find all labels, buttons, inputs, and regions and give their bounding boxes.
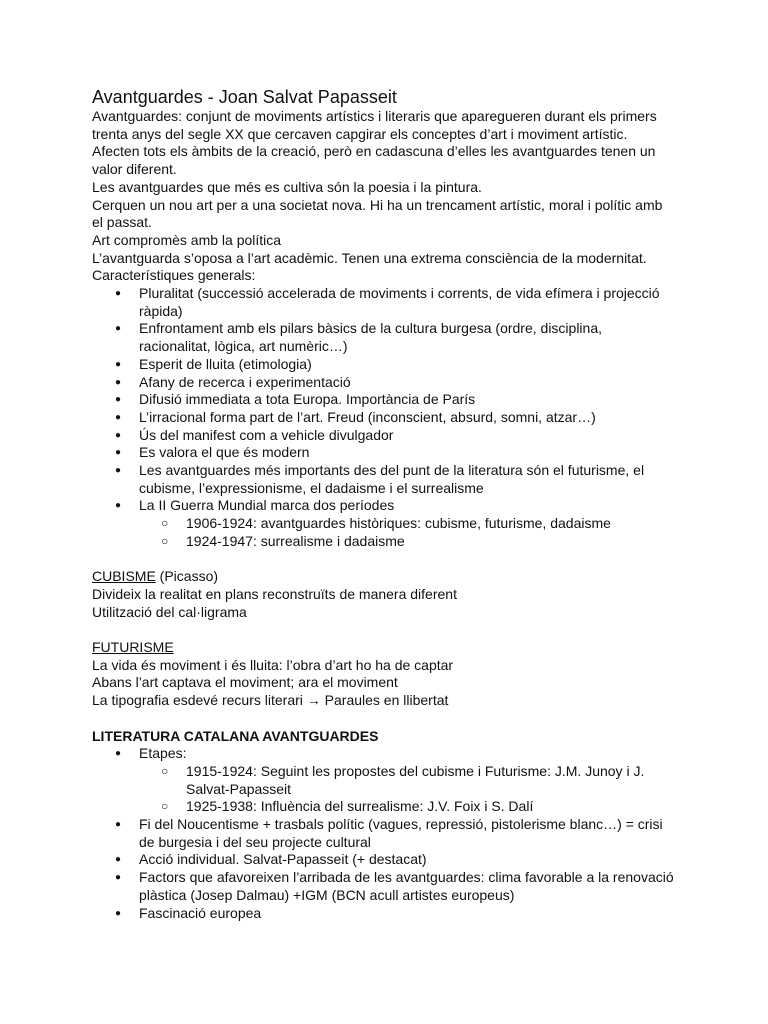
list-item: ● Acció individual. Salvat-Papasseit (+ destacat) xyxy=(92,851,676,869)
catalana-items-list xyxy=(92,816,676,922)
catalana-etapes-list xyxy=(92,745,676,763)
list-item: ○ 1924-1947: surrealisme i dadaisme xyxy=(92,533,676,551)
list-item: ● Difusió immediata a tota Europa. Importància de París xyxy=(92,391,676,409)
list-item: ● Esperit de lluita (etimologia) xyxy=(92,356,676,374)
list-item: ● Afany de recerca i experimentació xyxy=(92,374,676,392)
list-item: ● Fi del Noucentisme + trasbals polític (vagues, repressió, pistolerisme blanc…) = crisi de burgesia i del seu projecte cultural xyxy=(92,816,676,851)
futurisme-heading: FUTURISME xyxy=(92,639,174,656)
cubisme-note: (Picasso) xyxy=(155,568,219,585)
etapes-sublist xyxy=(92,763,676,816)
list-item: ○ 1915-1924: Seguint les propostes del cubisme i Futurisme: J.M. Junoy i J. Salvat-Papasseit xyxy=(92,763,676,798)
features-list xyxy=(92,285,676,515)
list-item: ● Fascinació europea xyxy=(92,905,676,923)
intro-paragraph-5: Art compromès amb la política xyxy=(92,231,282,248)
list-item: ● L’irracional forma part de l’art. Freud (inconscient, absurd, somni, atzar…) xyxy=(92,409,676,427)
periods-list xyxy=(92,515,676,550)
catalana-heading: LITERATURA CATALANA AVANTGUARDES xyxy=(92,727,379,744)
cubisme-line-2: Utilització del cal·ligrama xyxy=(92,603,247,620)
intro-paragraph-4: Cerquen un nou art per a una societat nova. Hi ha un trencament artístic, moral i polític amb el passat. xyxy=(92,196,663,231)
list-item: ● La II Guerra Mundial marca dos períodes xyxy=(92,497,676,515)
intro-paragraph-1: Avantguardes: conjunt de moviments artístics i literaris que aparegueren durant els primers trenta anys del segle XX que cercaven capgirar els conceptes d’art i moviment artístic. xyxy=(92,108,657,142)
features-label: Característiques generals: xyxy=(92,267,256,284)
list-item: ● Les avantguardes més importants des del punt de la literatura són el futurisme, el cubisme, l’expressionisme, el dadaisme i el surrealisme xyxy=(92,462,676,497)
intro-paragraph-2: Afecten tots els àmbits de la creació, però en cadascuna d’elles les avantguardes tenen un valor diferent. xyxy=(92,143,656,178)
list-item: ● Etapes: xyxy=(92,745,676,763)
list-item: ○ 1925-1938: Influència del surrealisme: J.V. Foix i S. Dalí xyxy=(92,798,676,816)
cubisme-line-1: Divideix la realitat en plans reconstruïts de manera diferent xyxy=(92,585,457,602)
cubisme-heading: CUBISME xyxy=(92,568,156,585)
document-title: Avantguardes - Joan Salvat Papasseit xyxy=(92,87,397,107)
futurisme-line-3: La tipografia esdevé recurs literari → Paraules en llibertat xyxy=(92,692,449,709)
list-item: ● Enfrontament amb els pilars bàsics de la cultura burgesa (ordre, disciplina, racionalitat, lògica, art numèric…) xyxy=(92,320,676,355)
list-item: ● Es valora el que és modern xyxy=(92,444,676,462)
list-item: ● Ús del manifest com a vehicle divulgador xyxy=(92,427,676,445)
futurisme-line-2: Abans l’art captava el moviment; ara el moviment xyxy=(92,674,398,691)
cubisme-heading-line xyxy=(92,568,676,586)
intro-paragraph-6: L’avantguarda s’oposa a l’art acadèmic. Tenen una extrema consciència de la modernitat. xyxy=(92,249,647,266)
futurisme-line-1: La vida és moviment i és lluita: l’obra d’art ho ha de captar xyxy=(92,656,454,673)
list-item: ● Factors que afavoreixen l’arribada de les avantguardes: clima favorable a la renovació plàstica (Josep Dalmau) +IGM (BCN acull artistes europeus) xyxy=(92,869,676,904)
list-item: ● Pluralitat (successió accelerada de moviments i corrents, de vida efímera i projecció ràpida) xyxy=(92,285,676,320)
list-item: ○ 1906-1924: avantguardes històriques: cubisme, futurisme, dadaisme xyxy=(92,515,676,533)
intro-paragraph-3: Les avantguardes que més es cultiva són la poesia i la pintura. xyxy=(92,178,482,195)
